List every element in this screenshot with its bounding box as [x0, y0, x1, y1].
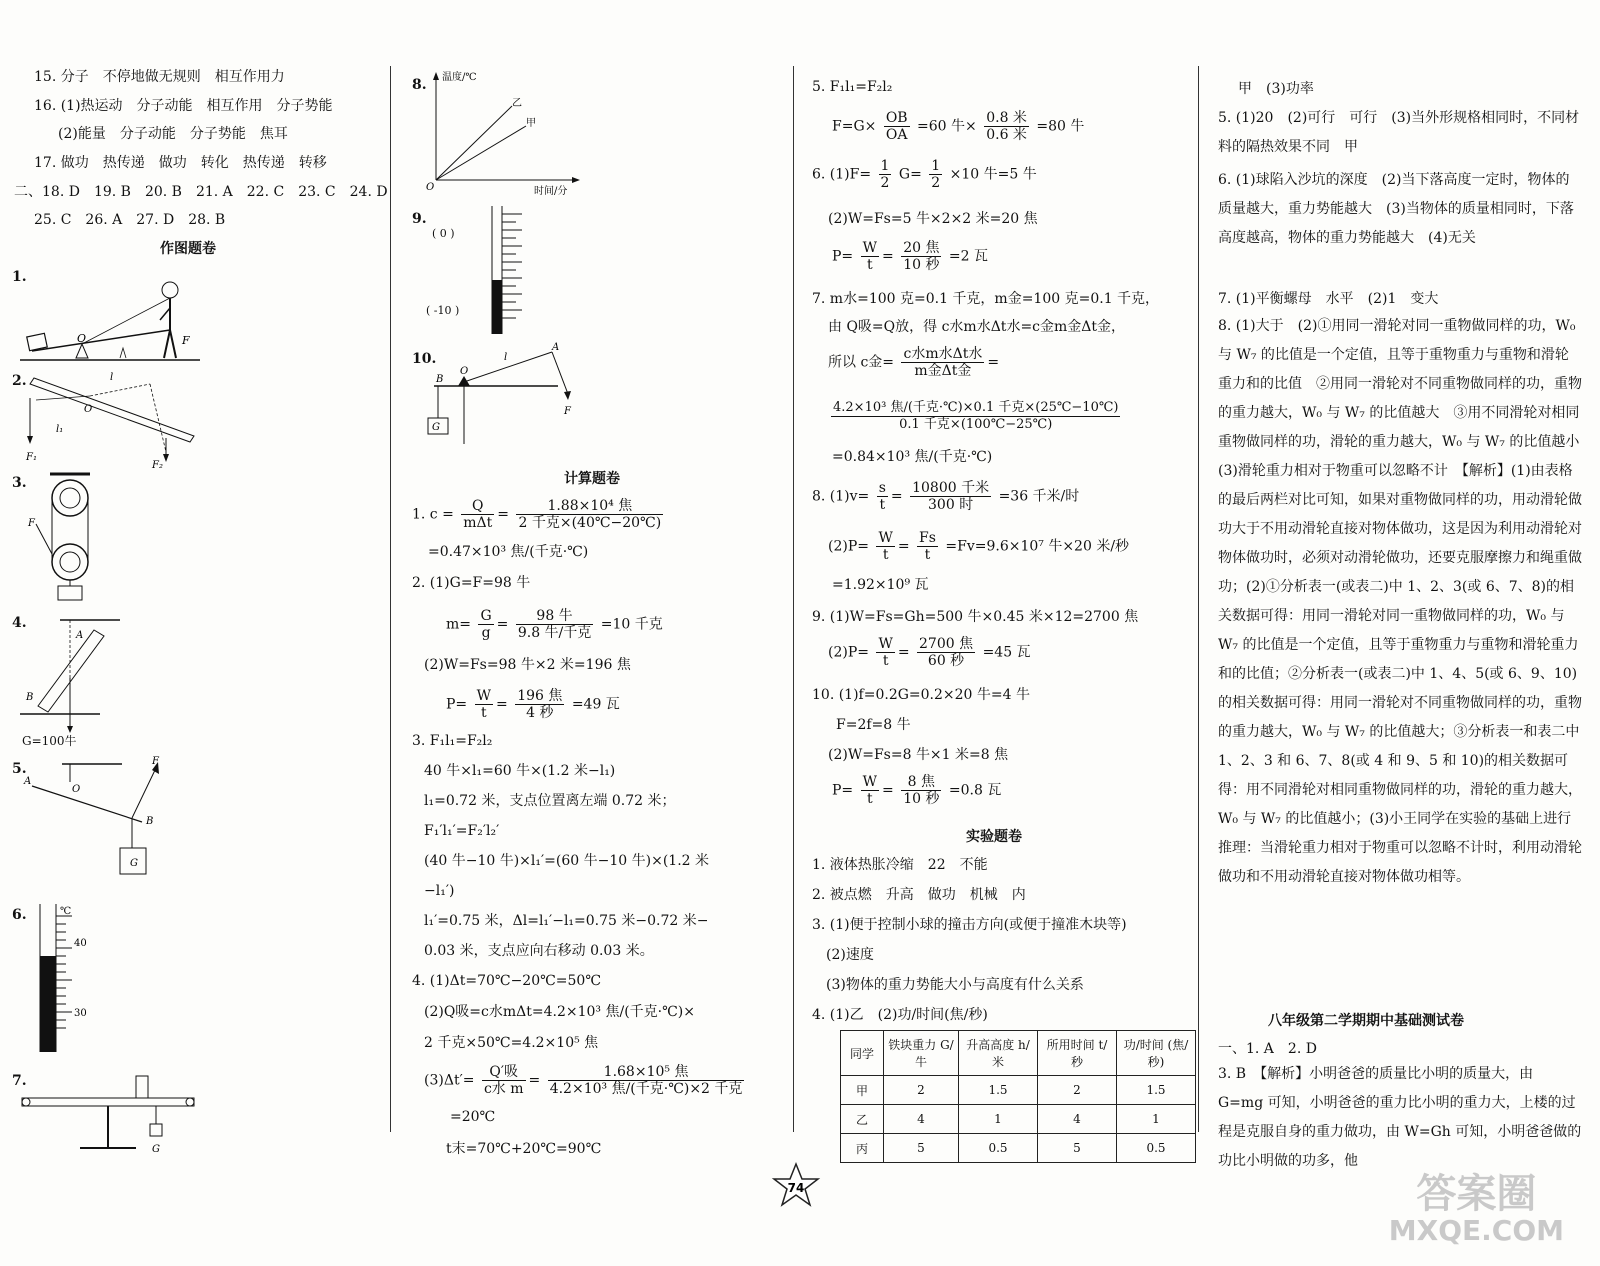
table-cell: 0.5 [1117, 1134, 1196, 1163]
table-row [841, 1076, 1196, 1105]
exp-2: 2. 被点燃 升高 做功 机械 内 [812, 887, 1026, 903]
section-calc-title: 计算题卷 [564, 471, 620, 487]
fig9-label-m10: ( -10 ) [426, 304, 460, 317]
calc-10b: F=2f=8 牛 [836, 717, 911, 733]
svg-text:F₁: F₁ [26, 452, 37, 463]
calc-3a: 3. F₁l₁=F₂l₂ [412, 733, 493, 749]
calc-4d: (3)Δt′= $\frac{\text{Q′吸}}{\text{c水 m}}$ = $\frac{\text{1.68×10⁵ 焦}}{\text{4.2×10³ 焦/(千克·℃)×2 千克}}$ [424, 1064, 743, 1097]
table-header: 功/时间 (焦/秒) [1117, 1031, 1196, 1076]
table-cell: 1 [959, 1105, 1038, 1134]
calc-4e: =20℃ [450, 1109, 496, 1125]
exp-4-table [840, 1030, 1196, 1163]
watermark-en: MXQE.COM [1388, 1214, 1564, 1247]
svg-text:30: 30 [74, 1008, 87, 1019]
answer-5: 5. (1)20 (2)可行 可行 (3)当外形规格相同时，不同材料的隔热效果不同 甲 [1218, 110, 1580, 155]
table-cell: 乙 [841, 1105, 884, 1134]
svg-text:甲: 甲 [526, 118, 536, 129]
svg-text:O: O [460, 366, 469, 377]
calc-6b: (2)W=Fs=5 牛×2×2 米=20 焦 [828, 211, 1038, 227]
calc-2d: P= $\frac{W}{t}$ = $\frac{\text{196 焦}}{\text{4 秒}}$ =49 瓦 [446, 688, 620, 721]
fig9-number: 9. [412, 211, 427, 227]
calc-8b: (2)P= $\frac{W}{t}$ = $\frac{Fs}{t}$ =Fv=9.6×10⁷ 牛×20 米/秒 [828, 530, 1130, 563]
answer-18-24: 二、18. D 19. B 20. B 21. A 22. C 23. C 24. D [14, 184, 388, 200]
calc-4a: 4. (1)Δt=70℃−20℃=50℃ [412, 973, 601, 989]
table-header: 所用时间 t/秒 [1038, 1031, 1117, 1076]
svg-text:l₁: l₁ [56, 424, 64, 435]
table-cell: 4 [1038, 1105, 1117, 1134]
fig8-temperature-graph [426, 70, 586, 195]
svg-text:l: l [504, 352, 508, 363]
calc-10a: 10. (1)f=0.2G=0.2×20 牛=4 牛 [812, 687, 1030, 703]
table-cell: 5 [1038, 1134, 1117, 1163]
answer-1-2: 一、1. A 2. D [1218, 1041, 1317, 1057]
svg-text:B: B [436, 374, 444, 385]
exam-title: 八年级第二学期期中基础测试卷 [1268, 1013, 1464, 1029]
svg-text:G: G [152, 1144, 160, 1155]
table-cell: 4 [884, 1105, 959, 1134]
calc-8a: 8. (1)v= $\frac{s}{t}$ = $\frac{\text{10800 千米}}{\text{300 时}}$ =36 千米/时 [812, 480, 1080, 513]
fig1-lever-person [20, 268, 220, 368]
table-header: 升高高度 h/米 [959, 1031, 1038, 1076]
svg-text:O: O [77, 332, 87, 345]
fig10-number: 10. [412, 351, 437, 367]
svg-text:40: 40 [74, 938, 87, 949]
calc-1a: 1. c = $\frac{Q}{\text{mΔt}}$ = $\frac{\text{1.88×10⁴ 焦}}{\text{2 千克×(40℃−20℃)}}$ [412, 498, 662, 531]
svg-text:B: B [146, 816, 154, 827]
calc-4b: (2)Q吸=c水mΔt=4.2×10³ 焦/(千克·℃)× [424, 1004, 695, 1020]
fig2-number: 2. [12, 373, 27, 389]
answer-6: 6. (1)球陷入沙坑的深度 (2)当下落高度一定时，物体的质量越大，重力势能越大 (3)当物体的质量相同时，下落高度越高，物体的重力势能越大 (4)无关 [1218, 172, 1574, 246]
fig3-number: 3. [12, 475, 27, 491]
svg-text:l: l [110, 372, 114, 383]
divider-2 [793, 66, 794, 1132]
fig7-number: 7. [12, 1073, 27, 1089]
fig10-lever [428, 342, 598, 446]
calc-3b: 40 牛×l₁=60 牛×(1.2 米−l₁) [424, 763, 616, 779]
svg-text:时间/分: 时间/分 [534, 186, 568, 197]
svg-text:B: B [26, 692, 34, 703]
table-row [841, 1105, 1196, 1134]
calc-5b: F=G× $\frac{OB}{OA}$ =60 牛× $\frac{\text{0.8 米}}{\text{0.6 米}}$ =80 牛 [832, 110, 1085, 143]
fig5-lever [22, 756, 192, 880]
calc-3h: 0.03 米，支点应向右移动 0.03 米。 [424, 943, 654, 959]
table-cell: 甲 [841, 1076, 884, 1105]
fig6-number: 6. [12, 907, 27, 923]
calc-6c: P= $\frac{W}{t}$ = $\frac{\text{20 焦}}{\text{10 秒}}$ =2 瓦 [832, 240, 988, 273]
divider-1 [390, 66, 391, 1132]
fig9-label-0: ( 0 ) [432, 227, 455, 240]
calc-3f: −l₁′) [424, 883, 455, 899]
fig4-weight-label: G=100牛 [22, 734, 77, 748]
svg-text:F: F [564, 406, 571, 417]
calc-3g: l₁′=0.75 米，Δl=l₁′−l₁=0.75 米−0.72 米− [424, 913, 709, 929]
divider-3 [1198, 66, 1199, 1132]
answer-8: 8. (1)大于 (2)①用同一滑轮对同一重物做同样的功，W₀ 与 W₇ 的比值是一个定值，且等于重物重力与重物和滑轮重力和的比值 ②用同一滑轮对不同重物做同样的功，重物的重力越大，W₀ 与 W₇ 的比值越大 ③用不同滑轮对相同重物做同样的功，滑轮的重力越大，W₀ 与 W₇ 的比值越小 (3)滑轮重力相对于物重可以忽略不计 【解析】(1)由表格的最后两栏对比可知，如果对重物做同样的功，用动滑轮做功大于不用动滑轮直接对物体做功，这是因为利用动滑轮对物体做功时，必须对动滑轮做功，还要克服摩擦力和绳重做功；(2)①分析表一(或表二)中 1、2、3(或 6、7、8)的相关数据可得：用同一滑轮对同一重物做同样的功，W₀ 与 W₇ 的比值是一个定值，且等于重物重力与重物和滑轮重力和的比值；②分析表一(或表二)中 1、4、5(或 6、9、10)的相关数据可得：用同一滑轮对不同重物做同样的功，重物的重力越大，W₀ 与 W₇ 的比值越大；③分析表一和表二中 1、2、3 和 6、7、8(或 4 和 9、5 和 10)的相关数据可得：用不同滑轮对相同重物做同样的功，滑轮的重力越大，W₀ 与 W₇ 的比值越小；(3)小王同学在实验的基础上进行推理：当滑轮重力相对于物重可以忽略不计时，利用动滑轮做功和不用动滑轮直接对物体做功相等。 [1218, 318, 1594, 885]
exp-4: 4. (1)乙 (2)功/时间(焦/秒) [812, 1007, 988, 1023]
exp-1: 1. 液体热胀冷缩 22 不能 [812, 857, 988, 873]
fig9-thermometer [482, 206, 542, 336]
fig5-number: 5. [12, 761, 27, 777]
calc-1b: =0.47×10³ 焦/(千克·℃) [428, 544, 589, 560]
answer-16b: (2)能量 分子动能 分子势能 焦耳 [58, 126, 288, 142]
answer-15: 15. 分子 不停地做无规则 相互作用力 [34, 69, 285, 85]
calc-2a: 2. (1)G=F=98 牛 [412, 575, 531, 591]
calc-7a: 7. m水=100 克=0.1 千克，m金=100 克=0.1 千克， [812, 291, 1160, 307]
exp-4-table-wrap [840, 1030, 1196, 1163]
table-cell: 1.5 [1117, 1076, 1196, 1105]
calc-10d: P= $\frac{W}{t}$ = $\frac{\text{8 焦}}{\text{10 秒}}$ =0.8 瓦 [832, 774, 1002, 807]
table-cell: 5 [884, 1134, 959, 1163]
svg-text:F: F [28, 518, 35, 529]
page-number-star-icon [773, 1163, 819, 1207]
calc-6a: 6. (1)F= $\frac{1}{2}$ G= $\frac{1}{2}$ ×10 牛=5 牛 [812, 158, 1037, 191]
svg-text:℃: ℃ [60, 906, 72, 917]
svg-text:A: A [552, 342, 560, 353]
answer-7: 7. (1)平衡螺母 水平 (2)1 变大 [1218, 291, 1439, 307]
exp-3a: 3. (1)便于控制小球的撞击方向(或便于撞准木块等) [812, 917, 1127, 933]
svg-text:O: O [426, 182, 435, 193]
table-cell: 2 [884, 1076, 959, 1105]
calc-4f: t末=70℃+20℃=90℃ [446, 1141, 602, 1157]
calc-3d: F₁′l₁′=F₂′l₂′ [424, 823, 500, 839]
table-cell: 1.5 [959, 1076, 1038, 1105]
table-cell: 0.5 [959, 1134, 1038, 1163]
calc-2b: m= $\frac{G}{g}$ = $\frac{\text{98 牛}}{\text{9.8 牛/千克}}$ =10 千克 [446, 608, 663, 641]
answer-3: 3. B 【解析】小明爸爸的质量比小明的质量大，由 G=mg 可知，小明爸爸的重力比小明的重力大，上楼的过程是克服自身的重力做功，由 W=Gh 可知，小明爸爸做的功比小明做的功多，他 [1218, 1066, 1582, 1169]
fig1-number: 1. [12, 269, 27, 285]
svg-text:A: A [76, 630, 84, 641]
svg-text:G: G [130, 858, 138, 869]
watermark-cn: 答案圈 [1416, 1171, 1537, 1217]
calc-3e: (40 牛−10 牛)×l₁′=(60 牛−10 牛)×(1.2 米 [424, 853, 710, 869]
table-cell: 1 [1117, 1105, 1196, 1134]
table-header: 同学 [841, 1031, 884, 1076]
calc-7c: 所以 c金= $\frac{\text{c水m水Δt水}}{\text{m金Δt金}}$ = [828, 346, 1000, 379]
section-drawing-title: 作图题卷 [160, 241, 216, 257]
fig8-number: 8. [412, 77, 427, 93]
calc-9b: (2)P= $\frac{W}{t}$ = $\frac{\text{2700 焦}}{\text{60 秒}}$ =45 瓦 [828, 636, 1031, 669]
svg-text:F: F [182, 334, 190, 347]
svg-text:O: O [72, 784, 81, 795]
svg-text:乙: 乙 [512, 98, 522, 109]
calc-7b: 由 Q吸=Q放，得 c水m水Δt水=c金m金Δt金， [828, 319, 1126, 335]
fig6-thermometer [36, 904, 106, 1054]
calc-2c: (2)W=Fs=98 牛×2 米=196 焦 [424, 657, 631, 673]
calc-8c: =1.92×10⁹ 瓦 [832, 577, 929, 593]
calc-5a: 5. F₁l₁=F₂l₂ [812, 79, 893, 95]
fig7-balance [20, 1076, 200, 1156]
section-exp-title: 实验题卷 [966, 829, 1022, 845]
fig2-lever [26, 372, 206, 471]
table-header: 铁块重力 G/牛 [884, 1031, 959, 1076]
answer-17: 17. 做功 热传递 做功 转化 热传递 转移 [34, 155, 327, 171]
watermark [1389, 1172, 1564, 1246]
calc-9a: 9. (1)W=Fs=Gh=500 牛×0.45 米×12=2700 焦 [812, 609, 1139, 625]
table-cell: 丙 [841, 1134, 884, 1163]
svg-text:A: A [24, 776, 32, 787]
answer-16a: 16. (1)热运动 分子动能 相互作用 分子势能 [34, 98, 333, 114]
svg-text:G: G [432, 422, 440, 433]
svg-text:F: F [152, 756, 159, 767]
calc-7e: =0.84×10³ 焦/(千克·℃) [832, 449, 993, 465]
fig3-pulley [26, 474, 126, 604]
calc-10c: (2)W=Fs=8 牛×1 米=8 焦 [828, 747, 1009, 763]
fig4-rod [20, 618, 130, 733]
calc-7d: $\frac{\text{4.2×10³ 焦/(千克·℃)×0.1 千克×(25℃−10℃)}}{\text{0.1 千克×(100℃−25℃)}}$ [833, 400, 1119, 432]
table-row [841, 1134, 1196, 1163]
calc-4c: 2 千克×50℃=4.2×10⁵ 焦 [424, 1035, 599, 1051]
exp-3c: (3)物体的重力势能大小与高度有什么关系 [826, 977, 1084, 993]
answer-25-28: 25. C 26. A 27. D 28. B [34, 212, 226, 228]
calc-3c: l₁=0.72 米，支点位置离左端 0.72 米； [424, 793, 676, 809]
fig4-number: 4. [12, 615, 27, 631]
svg-text:温度/℃: 温度/℃ [442, 72, 477, 83]
table-cell: 2 [1038, 1076, 1117, 1105]
svg-text:F₂: F₂ [152, 460, 163, 471]
exp-3b: (2)速度 [826, 947, 874, 963]
svg-text:O: O [84, 404, 93, 415]
answer-4-cont: 甲 (3)功率 [1238, 81, 1314, 97]
page-number: 74 [787, 1181, 805, 1195]
